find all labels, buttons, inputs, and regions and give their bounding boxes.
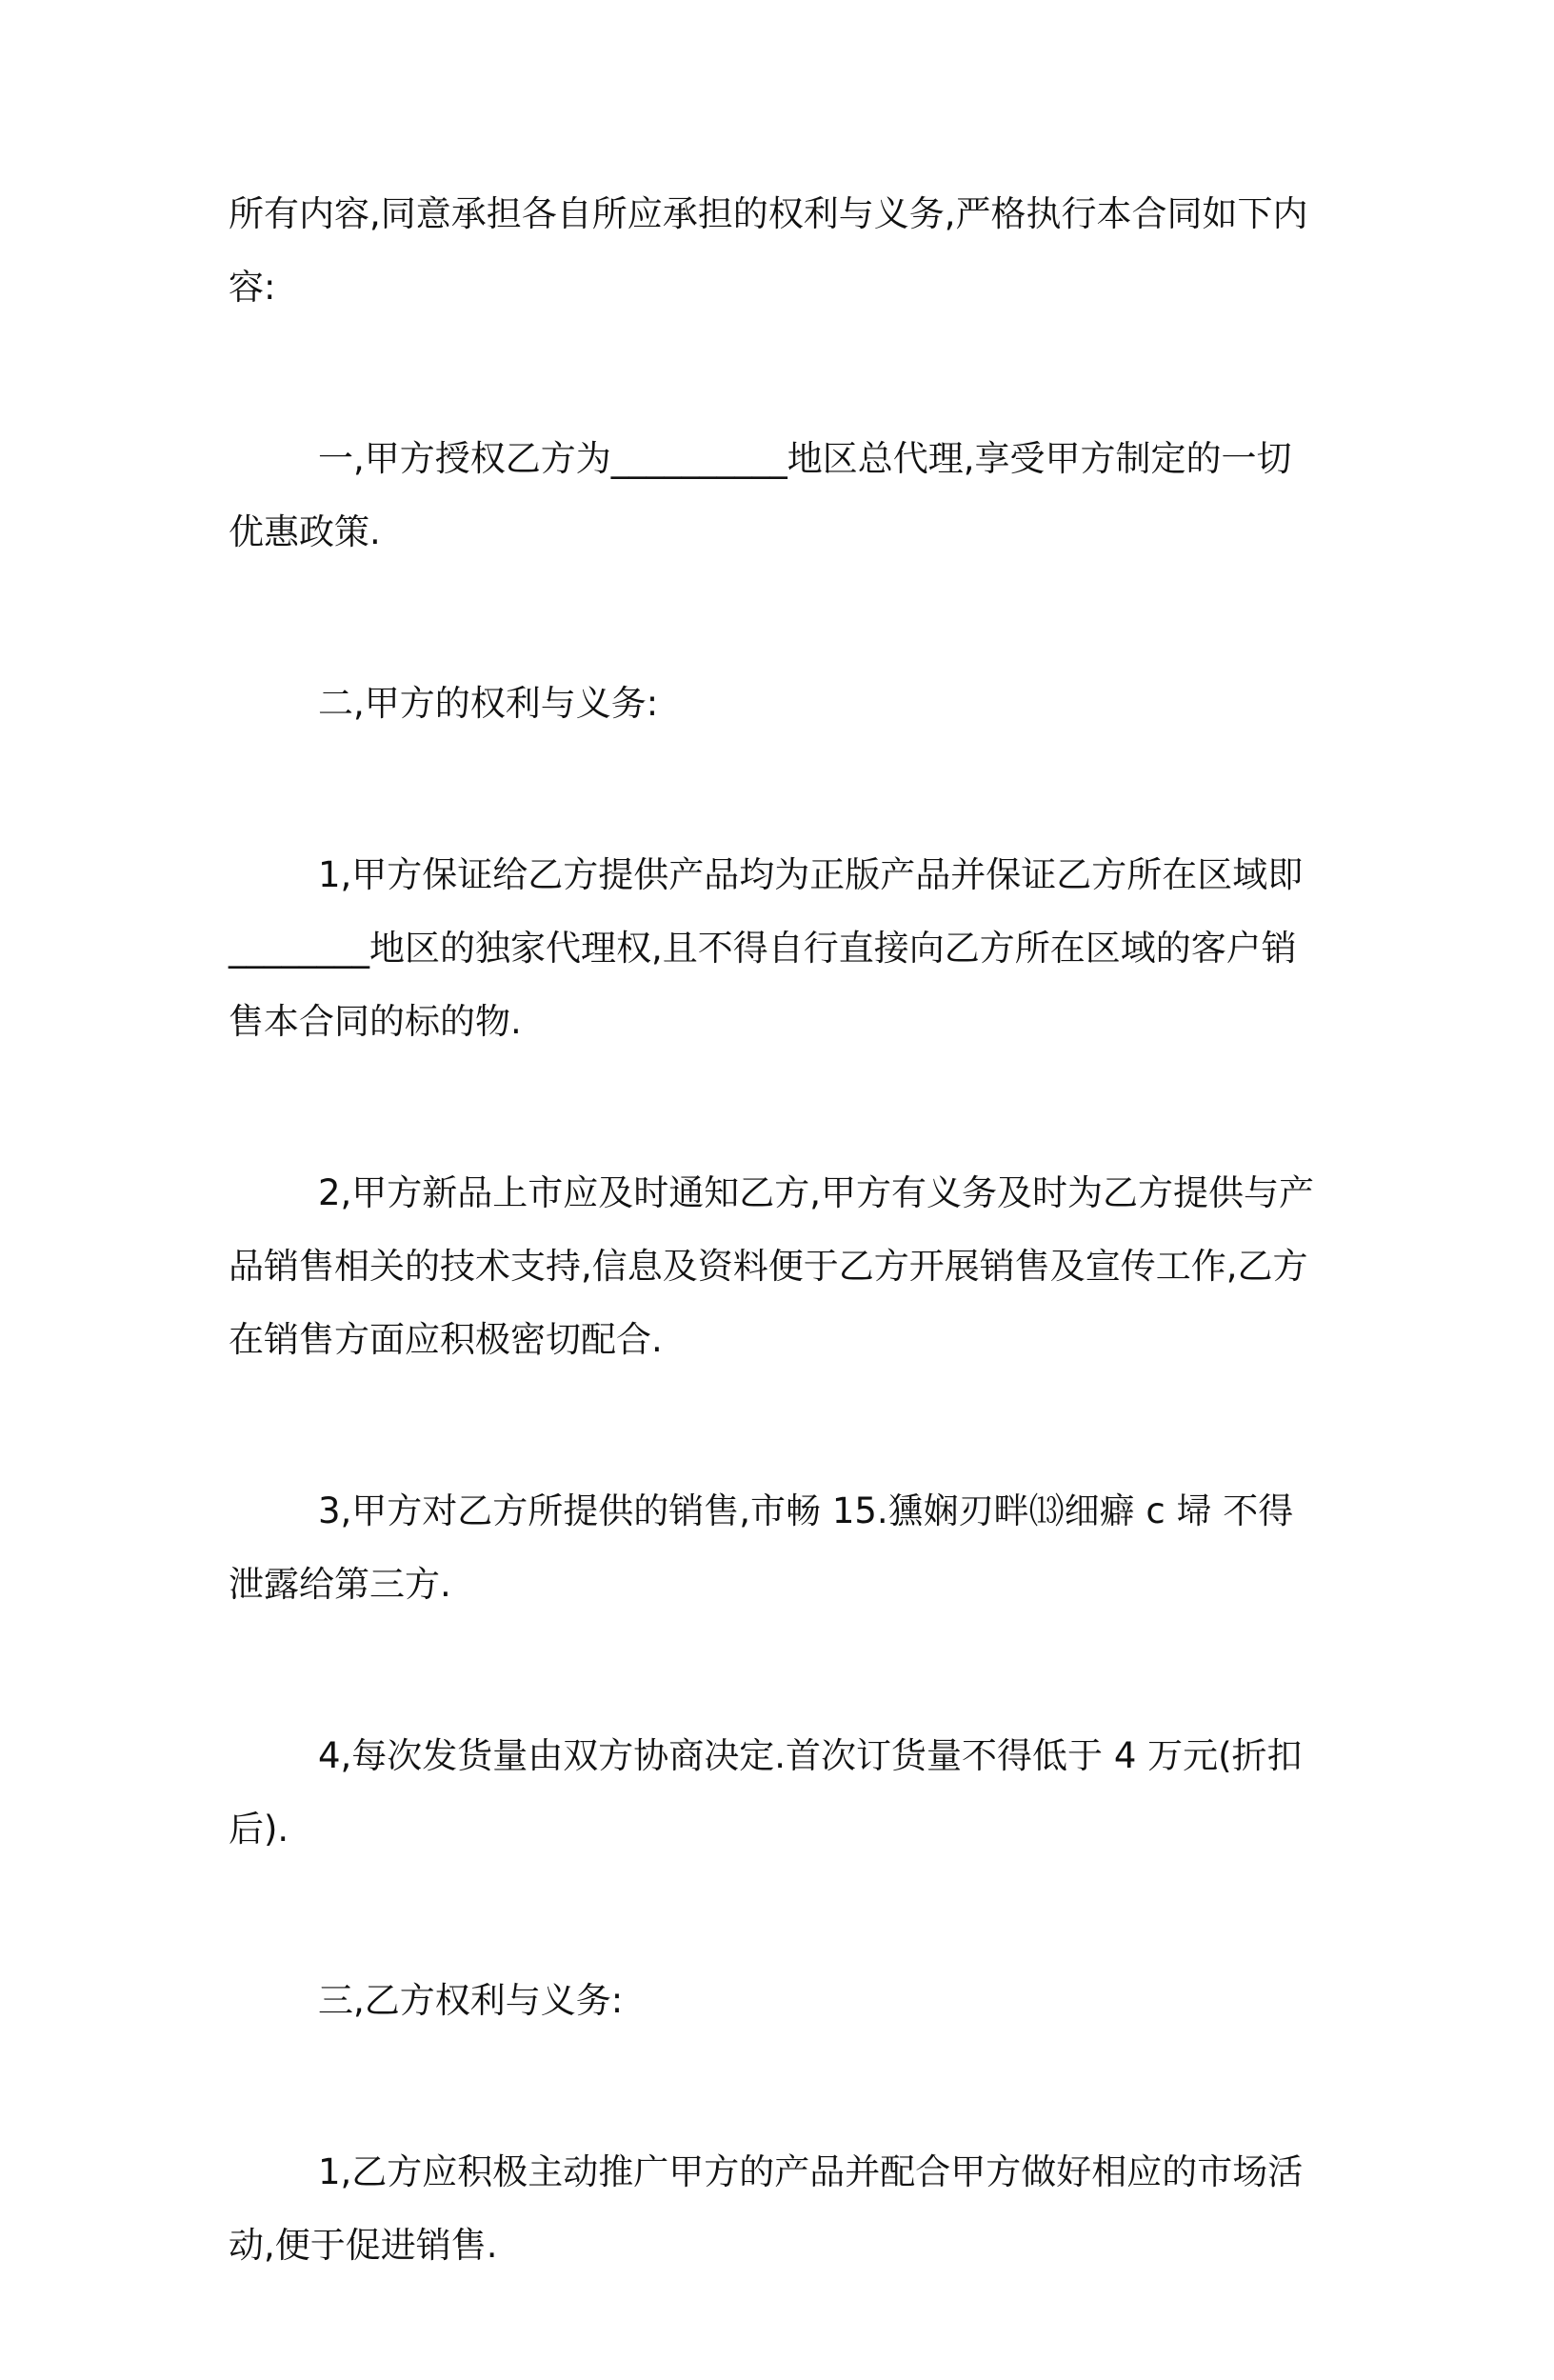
paragraph-party-b-item-1: 1,乙方应积极主动推广甲方的产品并配合甲方做好相应的市场活动,便于促进销售. (229, 2151, 1304, 2266)
paragraph-party-a-item-2: 2,甲方新品上市应及时通知乙方,甲方有义务及时为乙方提供与产品销售相关的技术支持,信息及资料便于乙方开展销售及宣传工作,乙方在销售方面应积极密切配合. (229, 1172, 1315, 1360)
section-heading-party-a: 二,甲方的权利与义务: (318, 683, 659, 724)
paragraph-clause-1: 一,甲方授权乙方为__________地区总代理,享受甲方制定的一切优惠政策. (229, 438, 1292, 552)
paragraph-party-a-item-1: 1,甲方保证给乙方提供产品均为正版产品并保证乙方所在区域即________地区的独家代理权,且不得自行直接向乙方所在区域的客户销售本合同的标的物. (229, 854, 1304, 1042)
paragraph-party-a-item-3: 3,甲方对乙方所提供的销售,市畅 15.獯娴刃畔⒀细癖 c 埽 不得泄露给第三方. (229, 1490, 1294, 1605)
contract-body (229, 177, 1325, 2380)
paragraph-party-a-item-4: 4,每次发货量由双方协商决定.首次订货量不得低于 4 万元(折扣后). (229, 1735, 1303, 1850)
paragraph-intro: 所有内容,同意承担各自所应承担的权利与义务,严格执行本合同如下内容: (229, 193, 1308, 308)
section-heading-party-b: 三,乙方权利与义务: (318, 1980, 624, 2021)
